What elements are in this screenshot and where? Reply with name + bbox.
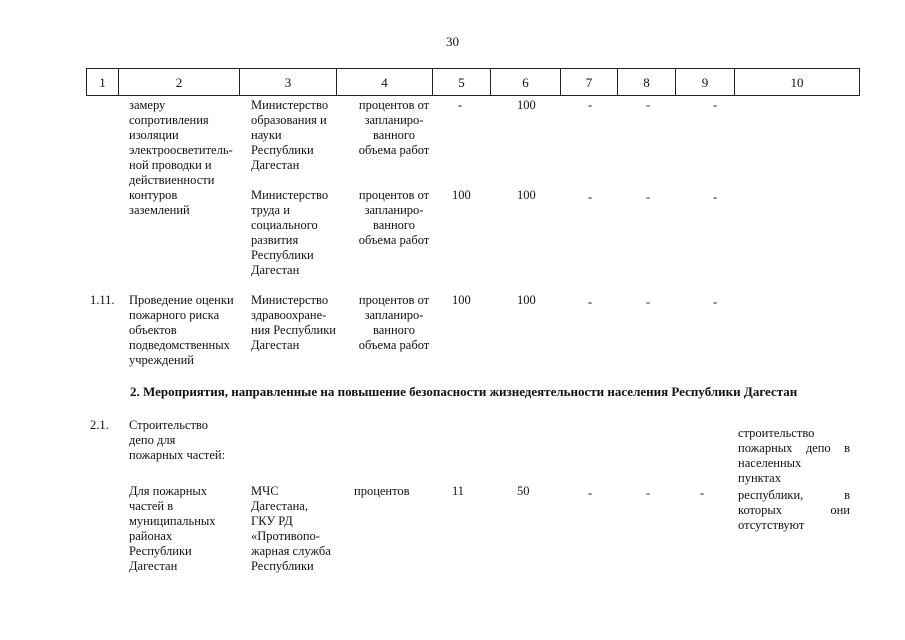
col10-line: населенных (738, 456, 802, 470)
header-col-7: 7 (561, 69, 618, 95)
row-col6: 100 (517, 98, 536, 112)
page-number: 30 (446, 34, 459, 49)
row-unit: процентов (354, 484, 410, 498)
row-col6: 50 (517, 484, 530, 498)
row-col5: 11 (452, 484, 465, 498)
header-col-10: 10 (790, 74, 804, 90)
row-org: Министерство труда и социального развития Республики Дагестан (251, 188, 329, 277)
col10-line: отсутствуют (738, 518, 805, 532)
row-col9: - (713, 190, 718, 204)
row-col8: - (646, 486, 651, 500)
row-unit: процентов от запланиро- ванного объема работ (358, 293, 430, 352)
row-title: Строительство депо для пожарных частей: (129, 418, 226, 462)
row-col7: - (588, 486, 593, 500)
row-col7: - (588, 190, 593, 204)
header-col-8: 8 (618, 69, 676, 95)
header-col-5: 5 (433, 69, 491, 95)
row-number: 2.1. (90, 418, 109, 432)
row-col6: 100 (517, 188, 536, 202)
row-subtitle: Для пожарных частей в муниципальных районах Республики Дагестан (129, 484, 216, 573)
row-col8: - (646, 295, 651, 309)
row-number: 1.11. (90, 293, 115, 307)
header-col-2: 2 (119, 69, 240, 95)
row-col6: 100 (517, 293, 536, 307)
row-col5: 100 (452, 293, 471, 307)
row-name: Проведение оценки пожарного риска объектов подведомственных учреждений (129, 293, 234, 367)
col10-line: пожарных депо в (738, 441, 850, 455)
row-unit: процентов от запланиро- ванного объема работ (358, 98, 430, 157)
col10-line: строительство (738, 426, 815, 440)
row-col9: - (700, 486, 705, 500)
col10-line: республики, в (738, 488, 850, 502)
header-col-3: 3 (240, 69, 337, 95)
row-name: замеру сопротивления изоляции электроосветитель- ной проводки и действиенности контуров заземлений (129, 98, 233, 217)
row-org: Министерство здравоохране- ния Республики Дагестан (251, 293, 336, 352)
section-heading: 2. Мероприятия, направленные на повышение безопасности жизнедеятельности населения Республики Дагестан (130, 384, 798, 399)
header-col-9: 9 (676, 69, 735, 95)
header-col-1: 1 (87, 69, 119, 95)
table-header-row (86, 68, 860, 96)
row-col8: - (646, 98, 651, 112)
header-col-4: 4 (337, 69, 433, 95)
row-col8: - (646, 190, 651, 204)
row-col9: - (713, 295, 718, 309)
row-org: МЧС Дагестана, ГКУ РД «Противопо- жарная служба Республики (251, 484, 331, 573)
row-org: Министерство образования и науки Республики Дагестан (251, 98, 329, 172)
row-unit: процентов от запланиро- ванного объема работ (358, 188, 430, 247)
row-col5: - (458, 98, 463, 112)
col10-line: которых они (738, 503, 850, 517)
header-col-6: 6 (491, 69, 561, 95)
row-col9: - (713, 98, 718, 112)
row-col7: - (588, 295, 593, 309)
row-col5: 100 (452, 188, 471, 202)
row-col7: - (588, 98, 593, 112)
col10-line: пунктах (738, 471, 781, 485)
